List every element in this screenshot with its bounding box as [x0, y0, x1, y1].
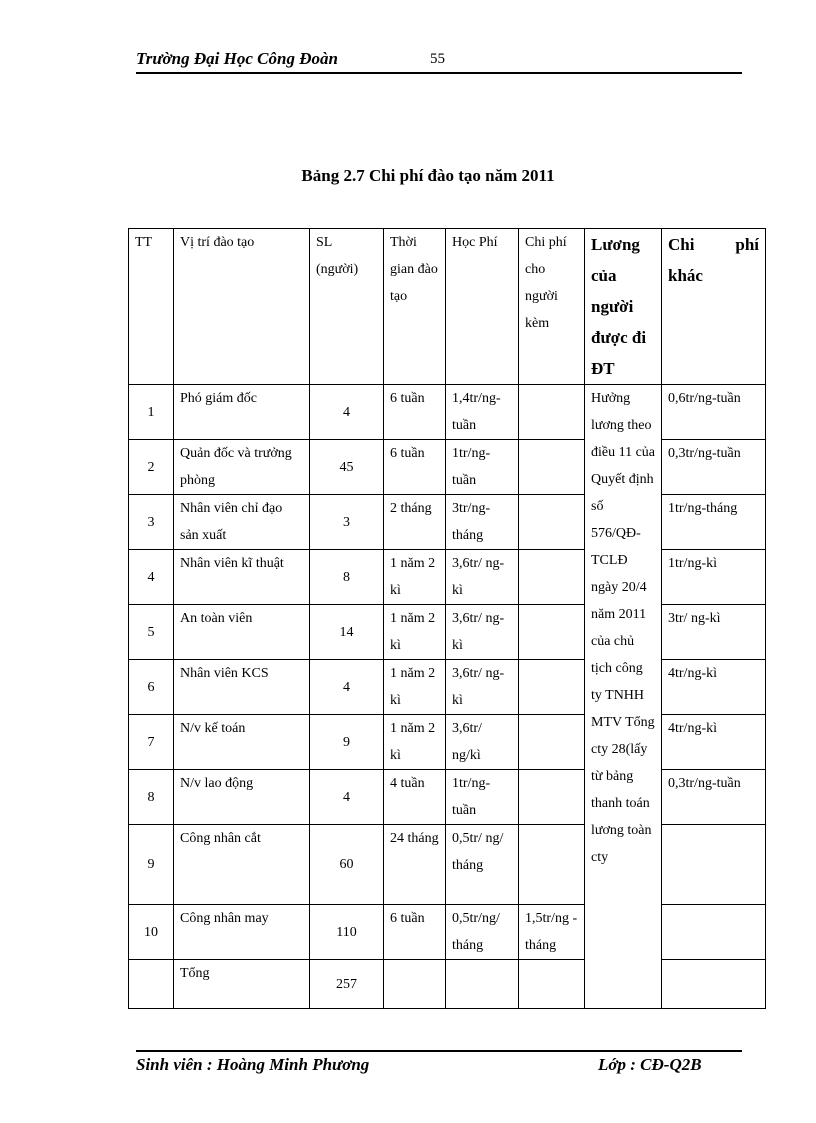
row-sl: 14: [310, 605, 384, 660]
header-position: Vị trí đào tạo: [174, 229, 310, 385]
header-other: [662, 229, 766, 385]
row-mentor: [519, 495, 585, 550]
row-fee: 1tr/ng-tuần: [446, 440, 519, 495]
row-mentor: [519, 825, 585, 905]
row-time: 2 tháng: [384, 495, 446, 550]
row-mentor: [519, 660, 585, 715]
row-sl: 4: [310, 770, 384, 825]
total-time: [384, 960, 446, 1009]
row-position: Quản đốc và trưởng phòng: [174, 440, 310, 495]
header-time: Thời gian đào tạo: [384, 229, 446, 385]
row-mentor: [519, 550, 585, 605]
row-tt: 9: [129, 825, 174, 905]
row-fee: 1tr/ng-tuần: [446, 770, 519, 825]
total-label: Tổng: [174, 960, 310, 1009]
row-fee: 3,6tr/ ng/kì: [446, 715, 519, 770]
row-fee: 1,4tr/ng-tuần: [446, 385, 519, 440]
row-mentor: [519, 770, 585, 825]
row-fee: 0,5tr/ng/ tháng: [446, 905, 519, 960]
total-tt: [129, 960, 174, 1009]
header-rule: [136, 72, 742, 74]
table-row: [129, 770, 766, 825]
total-fee: [446, 960, 519, 1009]
row-fee: 3,6tr/ ng-kì: [446, 550, 519, 605]
training-cost-table: [128, 228, 766, 1009]
row-sl: 4: [310, 385, 384, 440]
footer-rule: [136, 1050, 742, 1052]
row-other: [662, 905, 766, 960]
row-other: 4tr/ng-kì: [662, 660, 766, 715]
student-name: Sinh viên : Hoàng Minh Phương: [136, 1055, 370, 1074]
header-other-word1: Chi: [668, 235, 695, 254]
row-sl: 3: [310, 495, 384, 550]
row-time: 24 tháng: [384, 825, 446, 905]
class-label: Lớp : CĐ-Q2B: [598, 1055, 702, 1074]
header-other-word2: phí: [735, 235, 759, 254]
row-position: Công nhân cắt: [174, 825, 310, 905]
row-other: [662, 825, 766, 905]
row-mentor: [519, 440, 585, 495]
header-salary: Lương của người được đi ĐT: [585, 229, 662, 385]
row-mentor: [519, 385, 585, 440]
header-sl-line2: (người): [316, 262, 359, 277]
row-tt: 10: [129, 905, 174, 960]
row-fee: 0,5tr/ ng/ tháng: [446, 825, 519, 905]
table-row: [129, 660, 766, 715]
table-title: Bảng 2.7 Chi phí đào tạo năm 2011: [301, 166, 555, 185]
header-mentor: Chi phí cho người kèm: [519, 229, 585, 385]
table-row: [129, 440, 766, 495]
row-position: Phó giám đốc: [174, 385, 310, 440]
row-other: 3tr/ ng-kì: [662, 605, 766, 660]
row-time: 6 tuần: [384, 385, 446, 440]
row-position: Công nhân may: [174, 905, 310, 960]
row-tt: 7: [129, 715, 174, 770]
row-time: 1 năm 2 kì: [384, 550, 446, 605]
header-sl-line1: SL: [316, 235, 333, 250]
row-position: Nhân viên chỉ đạo sản xuất: [174, 495, 310, 550]
row-time: 1 năm 2 kì: [384, 660, 446, 715]
row-sl: 110: [310, 905, 384, 960]
row-sl: 8: [310, 550, 384, 605]
row-other: 0,6tr/ng-tuần: [662, 385, 766, 440]
row-sl: 60: [310, 825, 384, 905]
row-sl: 45: [310, 440, 384, 495]
row-position: Nhân viên KCS: [174, 660, 310, 715]
header-row: [129, 229, 766, 385]
row-sl: 4: [310, 660, 384, 715]
table-row: [129, 825, 766, 905]
row-mentor: [519, 715, 585, 770]
total-other: [662, 960, 766, 1009]
row-other: 1tr/ng-tháng: [662, 495, 766, 550]
row-sl: 9: [310, 715, 384, 770]
row-fee: 3,6tr/ ng-kì: [446, 605, 519, 660]
row-other: 4tr/ng-kì: [662, 715, 766, 770]
row-time: 6 tuần: [384, 440, 446, 495]
row-tt: 6: [129, 660, 174, 715]
row-fee: 3,6tr/ ng-kì: [446, 660, 519, 715]
table-row: [129, 715, 766, 770]
header-tt: TT: [129, 229, 174, 385]
header-fee: Học Phí: [446, 229, 519, 385]
row-position: N/v kế toán: [174, 715, 310, 770]
row-time: 6 tuần: [384, 905, 446, 960]
header-other-word3: khác: [668, 266, 703, 285]
row-other: 1tr/ng-kì: [662, 550, 766, 605]
row-tt: 1: [129, 385, 174, 440]
total-mentor: [519, 960, 585, 1009]
row-time: 1 năm 2 kì: [384, 715, 446, 770]
table-row: [129, 550, 766, 605]
header-sl: [310, 229, 384, 385]
row-position: An toàn viên: [174, 605, 310, 660]
total-row: [129, 960, 766, 1009]
table-row: [129, 905, 766, 960]
row-other: 0,3tr/ng-tuần: [662, 440, 766, 495]
row-mentor: [519, 605, 585, 660]
row-tt: 3: [129, 495, 174, 550]
row-time: 4 tuần: [384, 770, 446, 825]
table-row: [129, 385, 766, 440]
school-header: Trường Đại Học Công Đoàn: [136, 49, 338, 68]
salary-note-cell: Hưởng lương theo điều 11 của Quyết định số 576/QĐ-TCLĐ ngày 20/4 năm 2011 của chủ tịch công ty TNHH MTV Tổng cty 28(lấy từ bảng thanh toán lương toàn cty: [585, 385, 662, 1009]
page-number: 55: [430, 51, 445, 67]
table-row: [129, 605, 766, 660]
row-time: 1 năm 2 kì: [384, 605, 446, 660]
table-row: [129, 495, 766, 550]
row-fee: 3tr/ng-tháng: [446, 495, 519, 550]
row-position: N/v lao động: [174, 770, 310, 825]
row-position: Nhân viên kĩ thuật: [174, 550, 310, 605]
row-tt: 5: [129, 605, 174, 660]
row-other: 0,3tr/ng-tuần: [662, 770, 766, 825]
row-mentor: 1,5tr/ng -tháng: [519, 905, 585, 960]
row-tt: 8: [129, 770, 174, 825]
row-tt: 2: [129, 440, 174, 495]
total-sl: 257: [310, 960, 384, 1009]
row-tt: 4: [129, 550, 174, 605]
